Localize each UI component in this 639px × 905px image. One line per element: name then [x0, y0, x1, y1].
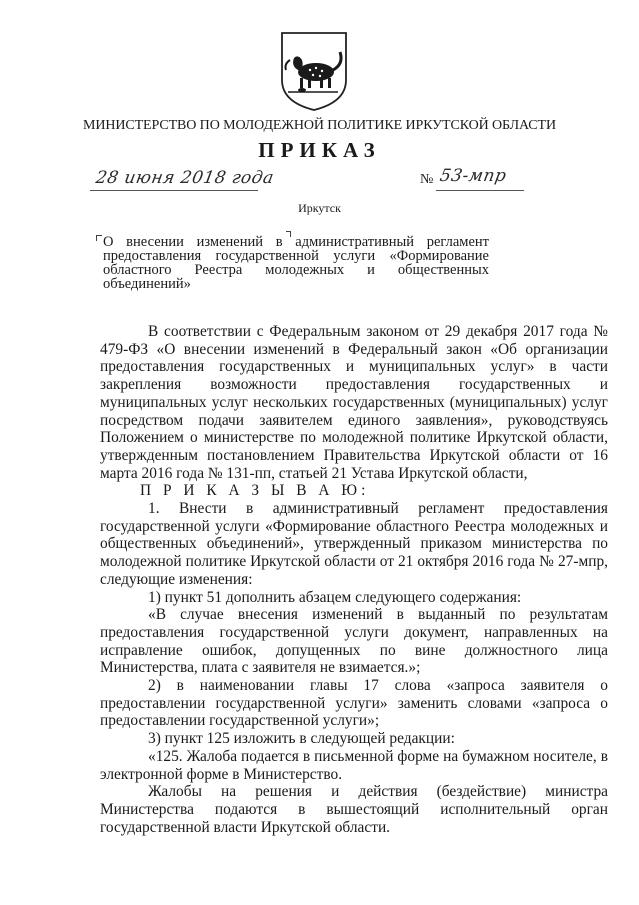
date-underline [90, 190, 258, 191]
order-number-label: № [420, 172, 434, 187]
order-body [100, 323, 608, 836]
order-subject: О внесении изменений в административный регламент предоставления государственной услуги «Формирование областного Реестра молодежных и общественных объединений» [103, 234, 489, 292]
ministry-name: МИНИСТЕРСТВО ПО МОЛОДЕЖНОЙ ПОЛИТИКЕ ИРКУТСКОЙ ОБЛАСТИ [82, 118, 557, 133]
preamble-paragraph: В соответствии с Федеральным законом от 29 декабря 2017 года № 479-ФЗ «О внесении изменений в Федеральный закон «Об организации предоставления государственных и муниципальных услуг» в части закрепления возможности предоставления государственных и муниципальных услуг нескольких государственных (муниципальных) услуг посредством подачи заявителем единого заявления», руководствуясь Положением о министерстве по молодежной политике Иркутской области, утвержденным постановлением Правительства Иркутской области от 16 марта 2016 года № 131-пп, статьей 21 Устава Иркутской области, [100, 323, 608, 482]
complaints-paragraph: Жалобы на решения и действия (бездействие) министра Министерства подаются в вышестоящий исполнительный орган государственной власти Иркутской области. [100, 783, 608, 836]
city-name: Иркутск [298, 201, 341, 215]
order-word: П Р И К А З Ы В А Ю: [140, 482, 370, 500]
document-type-title: ПРИКАЗ [258, 138, 381, 162]
handwritten-order-number: 53-мпр [438, 166, 509, 186]
item-1-paragraph: 1. Внести в административный регламент предоставления государственной услуги «Формирование областного Реестра молодежных и общественных объединений», утвержденный приказом министерства по молодежной политике Иркутской области от 21 октября 2016 года № 27-мпр, следующие изменения: [100, 500, 608, 588]
subitem-1-paragraph: 1) пункт 51 дополнить абзацем следующего содержания: [148, 588, 522, 606]
number-underline [436, 190, 524, 191]
subject-corner-mark-left [96, 235, 102, 241]
quoted-addition-paragraph: «В случае внесения изменений в выданный по результатам предоставления государственной услуги документ, направленных на исправление ошибок, допущенных по вине должностного лица Министерства, плата с заявителя не взимается.»; [100, 606, 608, 677]
point-125-paragraph: «125. Жалоба подается в письменной форме на бумажном носителе, в электронной форме в Министерство. [100, 747, 608, 783]
coat-of-arms-icon [278, 30, 350, 112]
subitem-3-paragraph: 3) пункт 125 изложить в следующей редакции: [148, 730, 455, 748]
subitem-2-paragraph: 2) в наименовании главы 17 слова «запроса заявителя о предоставлении государственной услуги» заменить словами «запроса о предоставлении государственной услуги»; [100, 677, 608, 730]
handwritten-date: 28 июня 2018 года [94, 168, 276, 188]
